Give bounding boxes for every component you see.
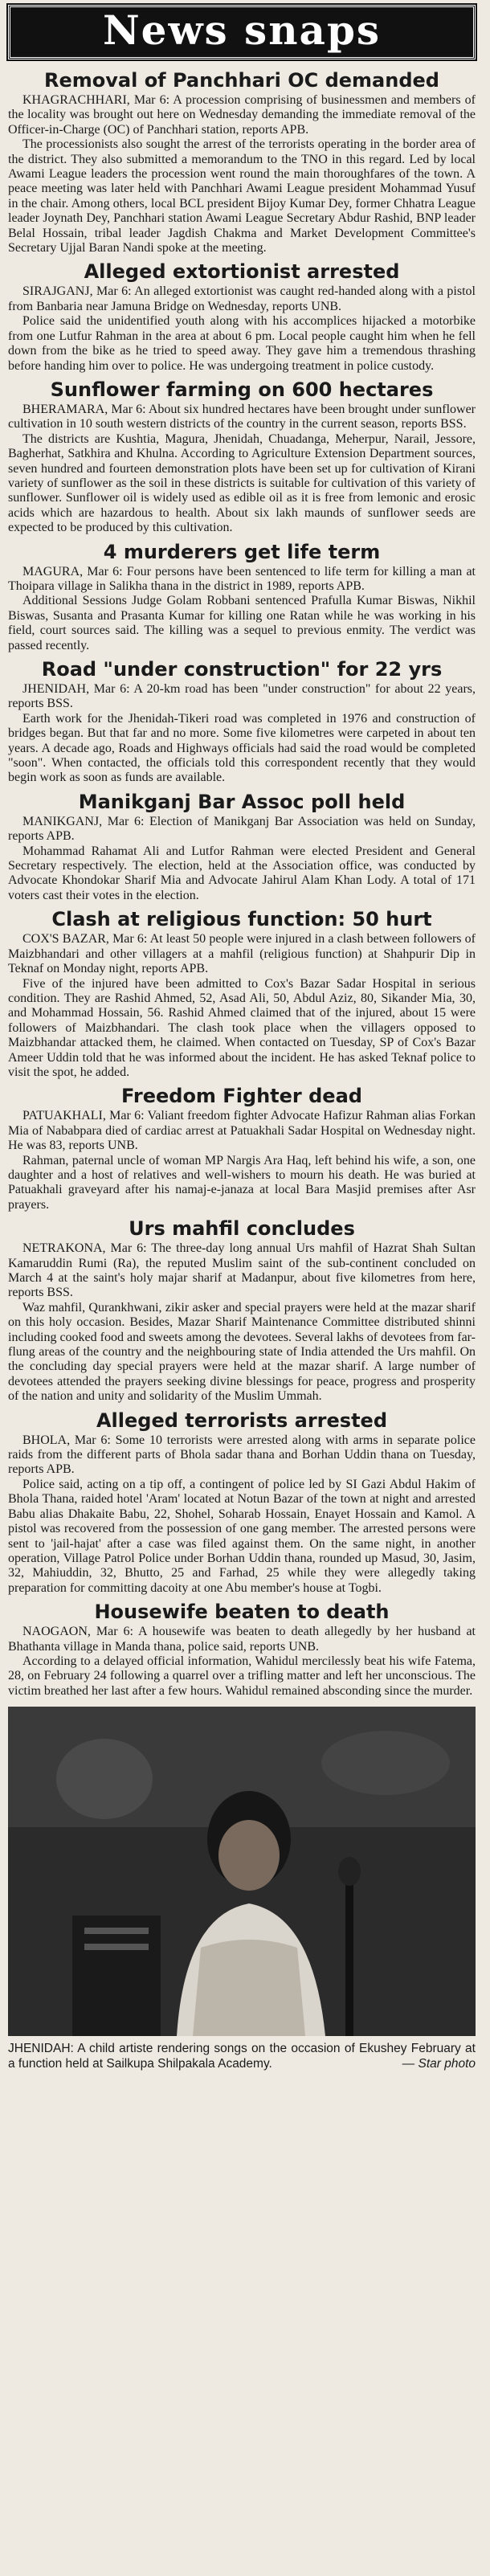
news-story — [8, 658, 476, 786]
story-paragraph: Mohammad Rahamat Ali and Lutfor Rahman were elected President and General Secretary respectively. The election, held at the Association office, was conducted by Advocate Khondokar Sharif Mia and Advocate Jahirul Alam Khan Lody. A total of 171 voters cast their votes in the election. — [8, 844, 476, 902]
story-paragraph: Police said the unidentified youth along with his accomplices hijacked a motorbike from one Lutfur Rahman in the area at about 6 pm. Local people caught him when he fell down from the bike as he tried to speed away. They gave him a tremendous thrashing before handing him over to police. He was undergoing treatment in police custody. — [8, 314, 476, 373]
story-headline: Housewife beaten to death — [94, 1601, 390, 1624]
story-paragraph: Additional Sessions Judge Golam Robbani sentenced Prafulla Kumar Biswas, Nikhil Biswas, Susanta and Prasanta Kumar for killing one Ratan while he was working in his field, court sources said. The killing was a sequel to previous enmity. The verdict was passed recently. — [8, 594, 476, 652]
news-photo — [8, 1707, 476, 2036]
story-paragraph: Rahman, paternal uncle of woman MP Nargis Ara Haq, left behind his wife, a son, one daughter and a host of relatives and well-wishers to mourn his death. He was buried at Patuakhali graveyard after his namaj-e-janaza at local Bara Masjid premises after Asr prayers. — [8, 1153, 476, 1212]
story-lead-paragraph: NETRAKONA, Mar 6: The three-day long annual Urs mahfil of Hazrat Shah Sultan Kamaruddin Rumi (Ra), the reputed Muslim saint of the sub-continent concluded on March 4 at the saint's holy majar sharif at Madanpur, about five kilometres from here, reports BSS. — [8, 1241, 476, 1300]
news-story — [8, 1601, 476, 1699]
story-lead-paragraph: NAOGAON, Mar 6: A housewife was beaten to death allegedly by her husband at Bhathanta village in Manda thana, police said, reports UNB. — [8, 1625, 476, 1654]
story-paragraph: Earth work for the Jhenidah-Tikeri road was completed in 1976 and construction of bridges began. But that far and no more. Some five kilometres were carpeted in about ten years. A decade ago, Roads and Highways officials had said the road would be completed "soon". When contacted, the officials told this correspondent recently that they would begin work as soon as funds are available. — [8, 711, 476, 785]
newspaper-page — [8, 5, 476, 2071]
news-story — [8, 69, 476, 256]
story-paragraph: Waz mahfil, Qurankhwani, zikir asker and special prayers were held at the mazar sharif on this holy occasion. Besides, Mazar Sharif Maintenance Committee distributed shinni including cooked food and sweets among the devotees. Several lakhs of devotees from far-flung areas of the country and the neighbouring state of India attended the Urs mahfil. On the concluding day special prayers were held at the mazar sharif. A large number of devotees attended the prayers seeking divine blessings for peace, progress and prosperity of the nation and unity and solidarity of the Muslim Ummah. — [8, 1300, 476, 1404]
child-artiste-photo-image — [8, 1707, 476, 2036]
story-paragraph: Five of the injured have been admitted to Cox's Bazar Sadar Hospital in serious condition. They are Rashid Ahmed, 52, Asad Ali, 50, Abdul Aziz, 80, Sikander Mia, 30, and Mohammad Hossain, 56. Rashid Ahmed claimed that of the injured, about 15 were followers of Maizbhandari. The clash took place when the villagers opposed to Maizbhandar attacked them, he claimed. When contacted on Tuesday, SP of Cox's Bazar Ameer Uddin told that he was informed about the incident. He has asked Teknaf police to visit the spot, he added. — [8, 976, 476, 1079]
news-story — [8, 260, 476, 373]
news-story — [8, 378, 476, 536]
story-headline: Urs mahfil concludes — [129, 1217, 355, 1241]
story-paragraph: The districts are Kushtia, Magura, Jhenidah, Chuadanga, Meherpur, Narail, Jessore, Bagherhat, Satkhira and Khulna. According to Agriculture Extension Department sources, seven hundred and fourteen demonstration plots have been set up for cultivation of Kirani variety of sunflower as the soil in these districts is suitable for cultivation of this variety of sunflower. Sunflower oil is widely used as edible oil as it is free from lemonic and erosic acids which are hazardous to health. About six lakh maunds of sunflower seeds are expected to be produced by this cultivation. — [8, 431, 476, 535]
news-story — [8, 1085, 476, 1212]
photo-credit: — Star photo — [402, 2057, 476, 2071]
story-headline: Sunflower farming on 600 hectares — [50, 378, 434, 401]
story-lead-paragraph: BHERAMARA, Mar 6: About six hundred hectares have been brought under sunflower cultivation in 10 south western districts of the country in the current season, reports BSS. — [8, 402, 476, 431]
story-headline: Clash at religious function: 50 hurt — [51, 908, 432, 931]
story-headline: 4 murderers get life term — [103, 540, 381, 563]
story-headline: Road "under construction" for 22 yrs — [41, 658, 443, 681]
story-lead-paragraph: MANIKGANJ, Mar 6: Election of Manikganj Bar Association was held on Sunday, reports APB. — [8, 814, 476, 844]
story-lead-paragraph: KHAGRACHHARI, Mar 6: A procession comprising of businessmen and members of the locality was brought out here on Wednesday demanding the immediate removal of the Officer-in-Charge (OC) of Panchhari station, reports APB. — [8, 93, 476, 137]
story-headline: Freedom Fighter dead — [121, 1085, 362, 1108]
story-headline: Alleged terrorists arrested — [96, 1409, 388, 1432]
news-story — [8, 1409, 476, 1596]
news-story — [8, 791, 476, 903]
story-paragraph: According to a delayed official information, Wahidul mercilessly beat his wife Fatema, 28, on February 24 following a quarrel over a trifling matter and left her unconscious. The victim breathed her last after a few hours. Wahidul remained absconding since the murder. — [8, 1654, 476, 1698]
stories-column — [8, 69, 476, 1699]
news-story — [8, 908, 476, 1080]
story-paragraph: Police said, acting on a tip off, a contingent of police led by SI Gazi Abdul Hakim of Bhola Thana, raided hotel 'Aram' located at Notun Bazar of the town at night and arrested Babu alias Dhakaite Babu, 22, Shohel, Soharab Hossain, Enayet Hossain and Kamol. A pistol was recovered from the possession of one gang member. The arrested persons were sent to 'jail-hajat' after a case was filed against them. On the same night, in another operation, Village Patrol Police under Borhan Uddin thana, rounded up Masud, 30, Jasim, 32, Mahiuddin, 32, Bhutto, 25 and Farhad, 25 while they were allegedly taking preparation for committing dacoity at one Abu member's house at Togbi. — [8, 1477, 476, 1595]
section-banner: News snaps — [8, 5, 476, 59]
story-lead-paragraph: SIRAJGANJ, Mar 6: An alleged extortionist was caught red-handed along with a pistol from Banbaria near Jamuna Bridge on Wednesday, reports UNB. — [8, 284, 476, 313]
story-lead-paragraph: MAGURA, Mar 6: Four persons have been sentenced to life term for killing a man at Thoipara village in Salikha thana in the district in 1989, reports APB. — [8, 564, 476, 593]
story-headline: Alleged extortionist arrested — [84, 260, 400, 284]
photo-caption-text: JHENIDAH: A child artiste rendering songs on the occasion of Ekushey February at a function held at Sailkupa Shilpakala Academy. — [8, 2042, 476, 2071]
story-headline: Manikganj Bar Assoc poll held — [78, 790, 406, 813]
story-lead-paragraph: COX'S BAZAR, Mar 6: At least 50 people were injured in a clash between followers of Maizbhandari and other villagers at a mahfil (religious function) at Shahpurir Dip in Teknaf on Monday night, reports APB. — [8, 932, 476, 976]
story-headline: Removal of Panchhari OC demanded — [44, 69, 439, 92]
news-story — [8, 1217, 476, 1404]
story-lead-paragraph: PATUAKHALI, Mar 6: Valiant freedom fighter Advocate Hafizur Rahman alias Forkan Mia of Nababpara died of cardiac arrest at Patuakhali Sadar Hospital on Wednesday night. He was 83, reports UNB. — [8, 1109, 476, 1153]
news-story — [8, 541, 476, 653]
story-paragraph: The processionists also sought the arrest of the terrorists operating in the border area of the district. They also submitted a memorandum to the TNO in this regard. Led by local Awami League leaders the procession went round the main thoroughfares of the town. A peace meeting was later held with Panchhari Awami League president Mohammad Yusuf in the chair. Among others, local BCL president Bijoy Kumar Dey, former Chhatra League leader Joynath Dey, Panchhari station Awami League Secretary Abdur Rashid, BNP leader Belal Hossain, tribal leader Jagdish Chakma and Market Development Committee's Secretary Ujjal Baran Nandi spoke at the meeting. — [8, 137, 476, 256]
story-lead-paragraph: JHENIDAH, Mar 6: A 20-km road has been "under construction" for about 22 years, reports BSS. — [8, 682, 476, 711]
story-lead-paragraph: BHOLA, Mar 6: Some 10 terrorists were arrested along with arms in separate police raids from the different parts of Bhola sadar thana and Borhan Uddin thana on Tuesday, reports APB. — [8, 1433, 476, 1477]
photo-caption — [8, 2041, 476, 2071]
